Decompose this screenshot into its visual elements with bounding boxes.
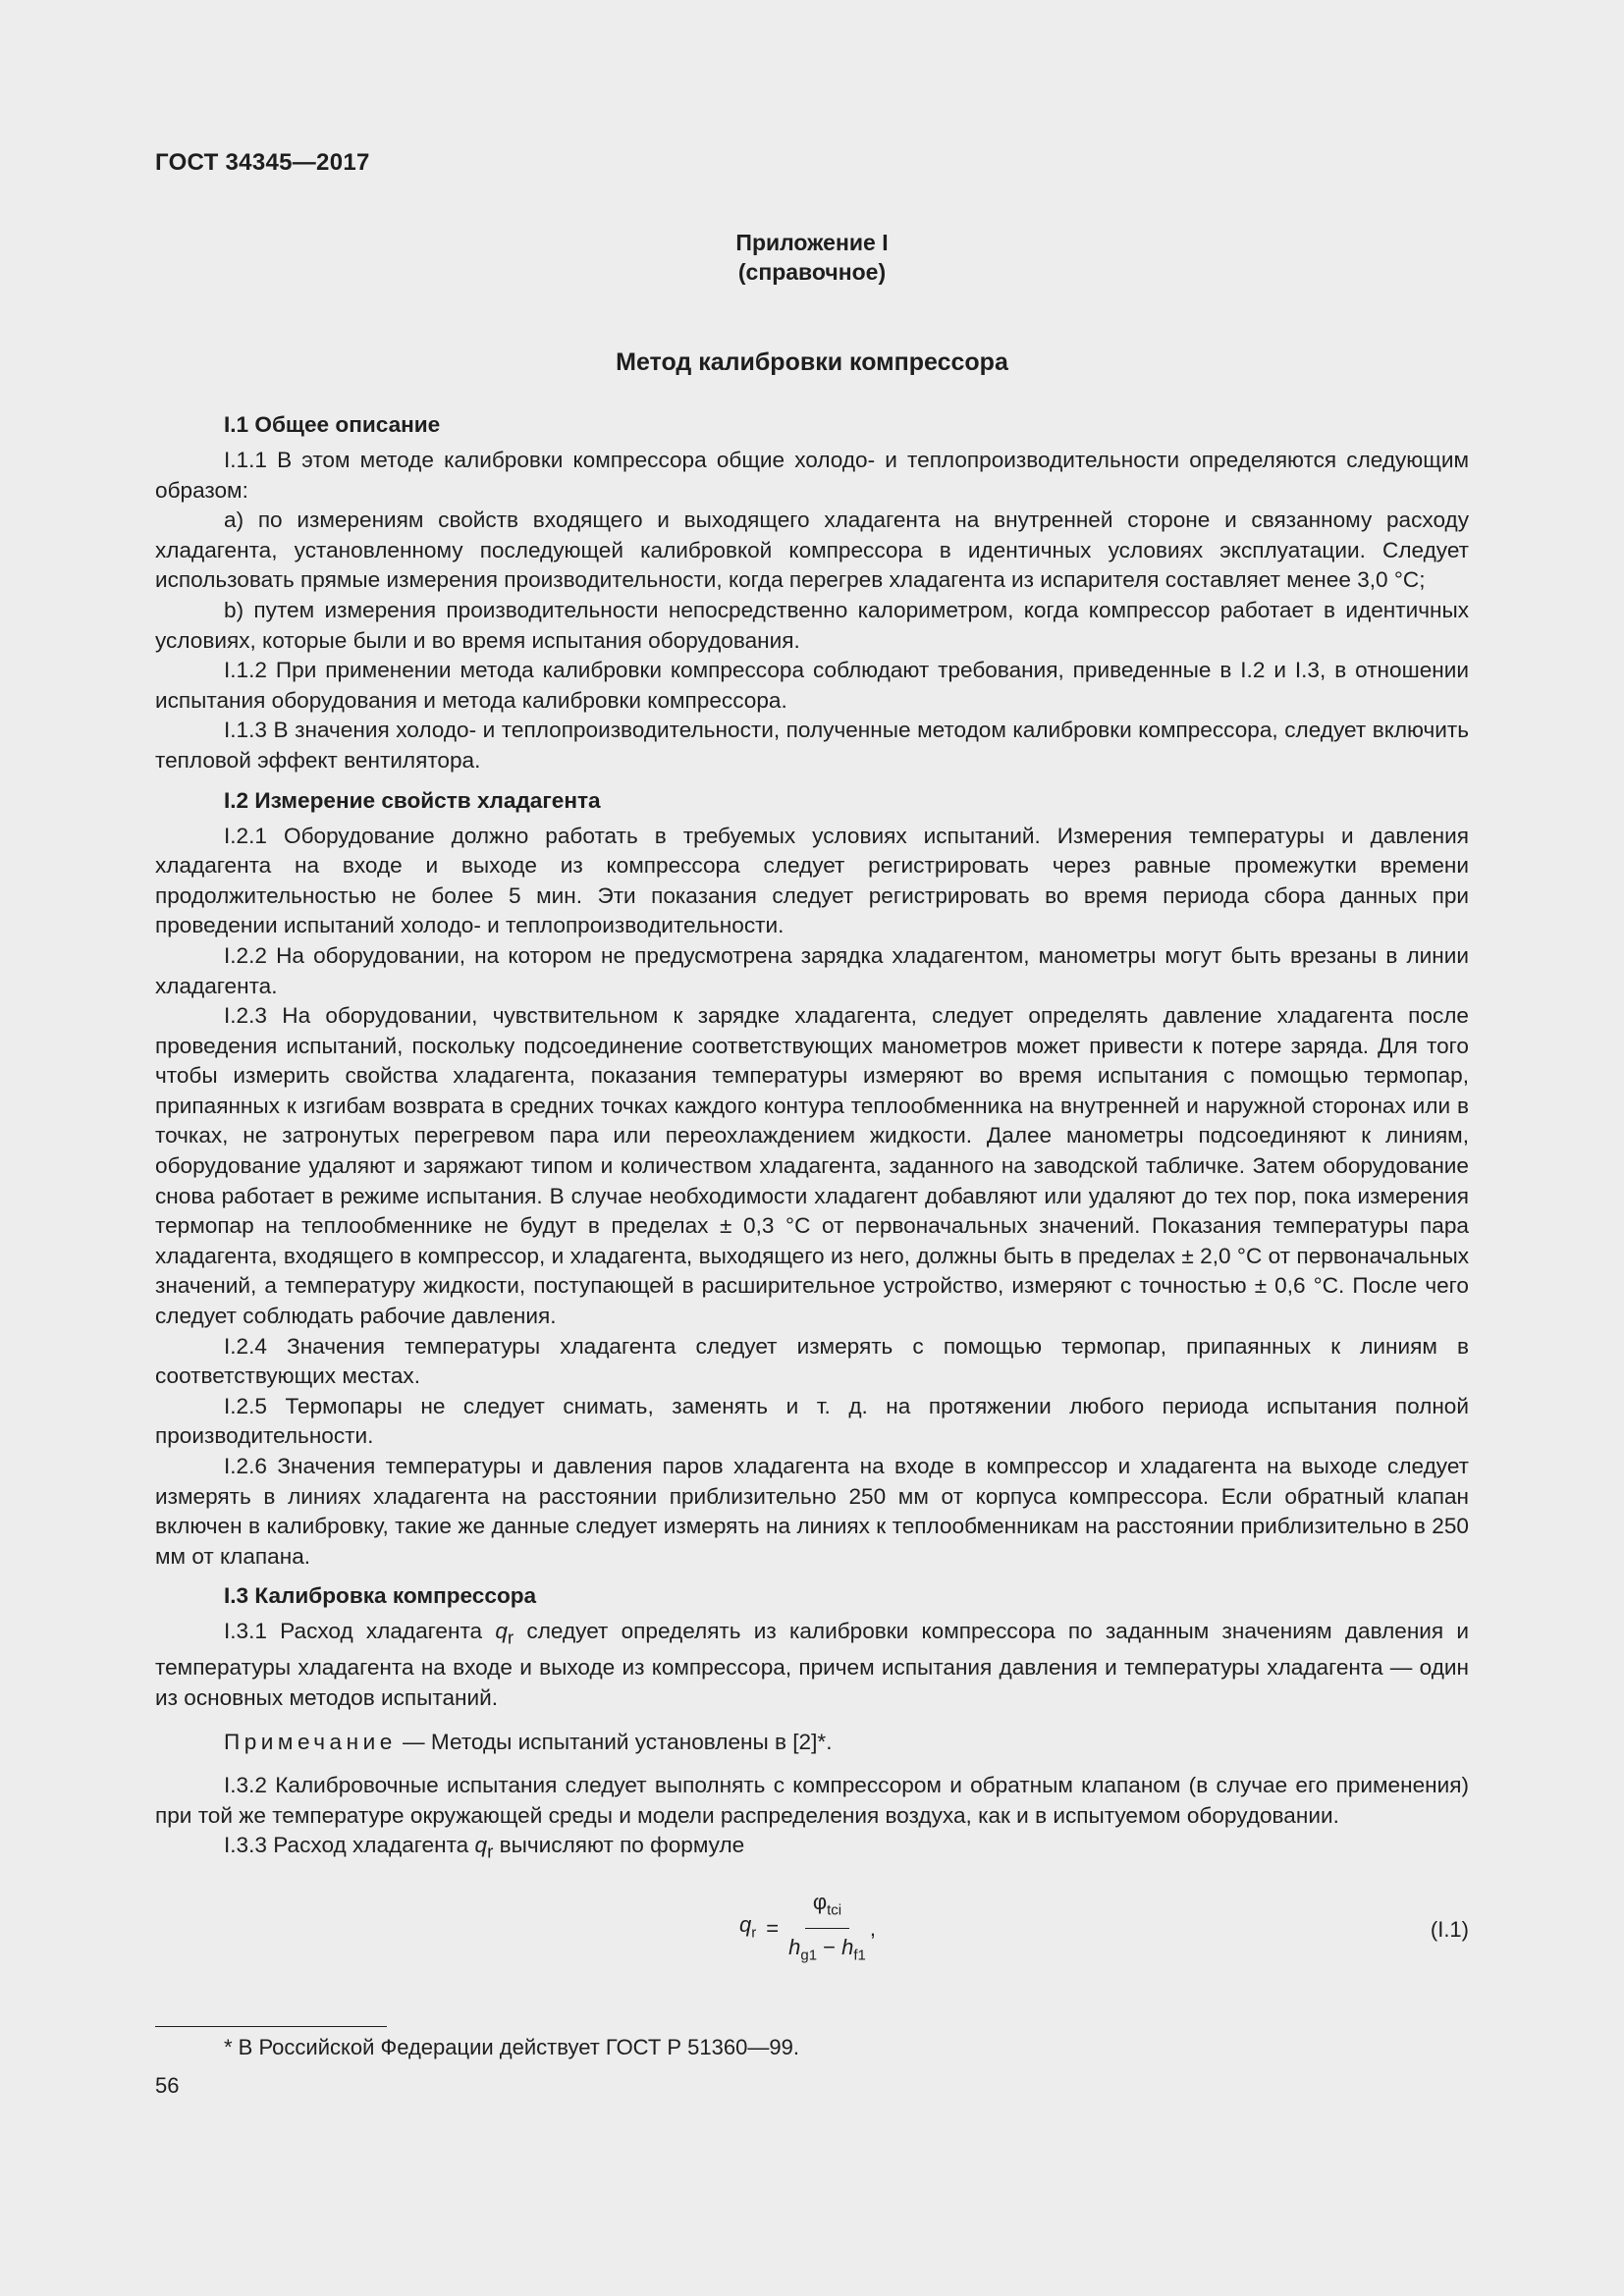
appendix-type: (справочное) [737,259,887,285]
formula-row [155,1888,1469,1972]
equation-number: (I.1) [1430,1916,1469,1942]
footnote: * В Российской Федерации действует ГОСТ Р 51360—99. [224,2035,799,2059]
note-text: — Методы испытаний установлены в [2]*. [396,1729,833,1754]
paragraph-i3-3: I.3.3 Расход хладагента $q_r$ вычисляют по формуле [224,1833,745,1862]
formula-lhs: $q_r$ [739,1912,757,1942]
section-heading-i2: I.2 Измерение свойств хладагента [224,787,601,813]
paragraph-i2-6: I.2.6 Значения температуры и давления паров хладагента на входе в компрессор и хладагента на выходе следует измерять в линиях хладагента на расстоянии приблизительно 250 мм от корпуса компрессора. Если обратный клапан включен в калибровку, такие же данные следует измерять на линиях к теплообменникам на расстоянии приблизительно в 250 мм от клапана. [155,1454,1469,1569]
paragraph-i2-2: I.2.2 На оборудовании, на котором не предусмотрена зарядка хладагентом, манометры могут быть врезаны в линии хладагента. [155,942,1469,998]
formula-i1 [739,1888,876,1972]
formula-fraction [788,1888,866,1971]
paragraph-i2-4: I.2.4 Значения температуры хладагента следует измерять с помощью термопар, припаянных к линиям в соответствующих местах. [155,1333,1469,1389]
paragraph-i1-1-b: b) путем измерения производительности непосредственно калориметром, когда компрессор работает в идентичных условиях, которые были и во время испытания оборудования. [155,597,1469,653]
paragraph-i2-3: I.2.3 На оборудовании, чувствительном к зарядке хладагента, следует определять давление хладагента после проведения испытаний, поскольку подсоединение соответствующих манометров может привести к потере заряда. Для того чтобы измерить свойства хладагента, показания температуры измеряют во время испытания с помощью термопар, припаянных к изгибам возврата в средних точках каждого контура теплообменника на внутренней и наружной сторонах или в точках, не затронутых перегревом пара или переохлаждением жидкости. Далее манометры подсоединяют к линиям, оборудование удаляют и заряжают типом и количеством хладагента, заданного на заводской табличке. Затем оборудование снова работает в режиме испытания. В случае необходимости хладагент добавляют или удаляют до тех пор, пока измерения термопар на теплообменнике не будут в пределах ± 0,3 °С от первоначальных значений. Показания температуры пара хладагента, входящего в компрессор, и хладагента, выходящего из него, должны быть в пределах ± 2,0 °С от первоначальных значений, а температуру жидкости, поступающей в расширительное устройство, измеряют с точностью ± 0,6 °С. После чего следует соблюдать рабочие давления. [155,1003,1469,1329]
paragraph-i1-3: I.1.3 В значения холодо- и теплопроизводительности, полученные методом калибровки компрессора, следует включить тепловой эффект вентилятора. [155,718,1469,773]
paragraph-i2-5: I.2.5 Термопары не следует снимать, заменять и т. д. на протяжении любого периода испытания полной производительности. [155,1393,1469,1449]
paragraph-i1-1: I.1.1 В этом методе калибровки компрессора общие холодо- и теплопроизводительности определяются следующим образом: [155,448,1469,503]
paragraph-i3-2: I.3.2 Калибровочные испытания следует выполнять с компрессором и обратным клапаном (в случае его применения) при той же температуре окружающей среды и модели распределения воздуха, как и в испытуемом оборудовании. [155,1773,1469,1828]
section-heading-i3: I.3 Калибровка компрессора [224,1583,537,1609]
formula-denominator: $h_{g1} - h_{f1}$ [788,1935,866,1964]
paragraph-i1-2: I.1.2 При применении метода калибровки компрессора соблюдают требования, приведенные в I.2 и I.3, в отношении испытания оборудования и метода калибровки компрессора. [155,658,1469,713]
paragraph-i1-1-a: а) по измерениям свойств входящего и выходящего хладагента на внутренней стороне и связанному расходу хладагента, установленному последующей калибровкой компрессора в идентичных условиях эксплуатации. Следует использовать прямые измерения производительности, когда перегрев хладагента из испарителя составляет менее 3,0 °С; [155,507,1469,593]
document-body [155,410,1469,1972]
formula-comma: , [869,1916,877,1942]
page-number: 56 [155,2073,180,2098]
footnote-divider [155,2026,387,2027]
note-label: Примечание [224,1729,397,1754]
formula-numerator: $\varphi_{tci}$ [805,1888,849,1929]
appendix-title: Приложение I [735,230,889,255]
document-code: ГОСТ 34345—2017 [155,149,370,176]
paragraph-i3-1: I.3.1 Расход хладагента $q_r$ следует определять из калибровки компрессора по заданным значениям давления и температуры хладагента на входе и выходе из компрессора, причем испытания давления и температуры хладагента — один из основных методов испытаний. [155,1619,1469,1711]
formula-equals: = [766,1916,780,1942]
main-title: Метод калибровки компрессора [616,348,1008,376]
paragraph-i2-1: I.2.1 Оборудование должно работать в требуемых условиях испытаний. Измерения температуры и давления хладагента на входе и выходе из компрессора следует регистрировать через равные промежутки времени продолжительностью не более 5 мин. Эти показания следует регистрировать во время периода сбора данных при проведении испытаний холодо- и теплопроизводительности. [155,823,1469,938]
section-heading-i1: I.1 Общее описание [224,412,441,437]
note [155,1728,1469,1758]
